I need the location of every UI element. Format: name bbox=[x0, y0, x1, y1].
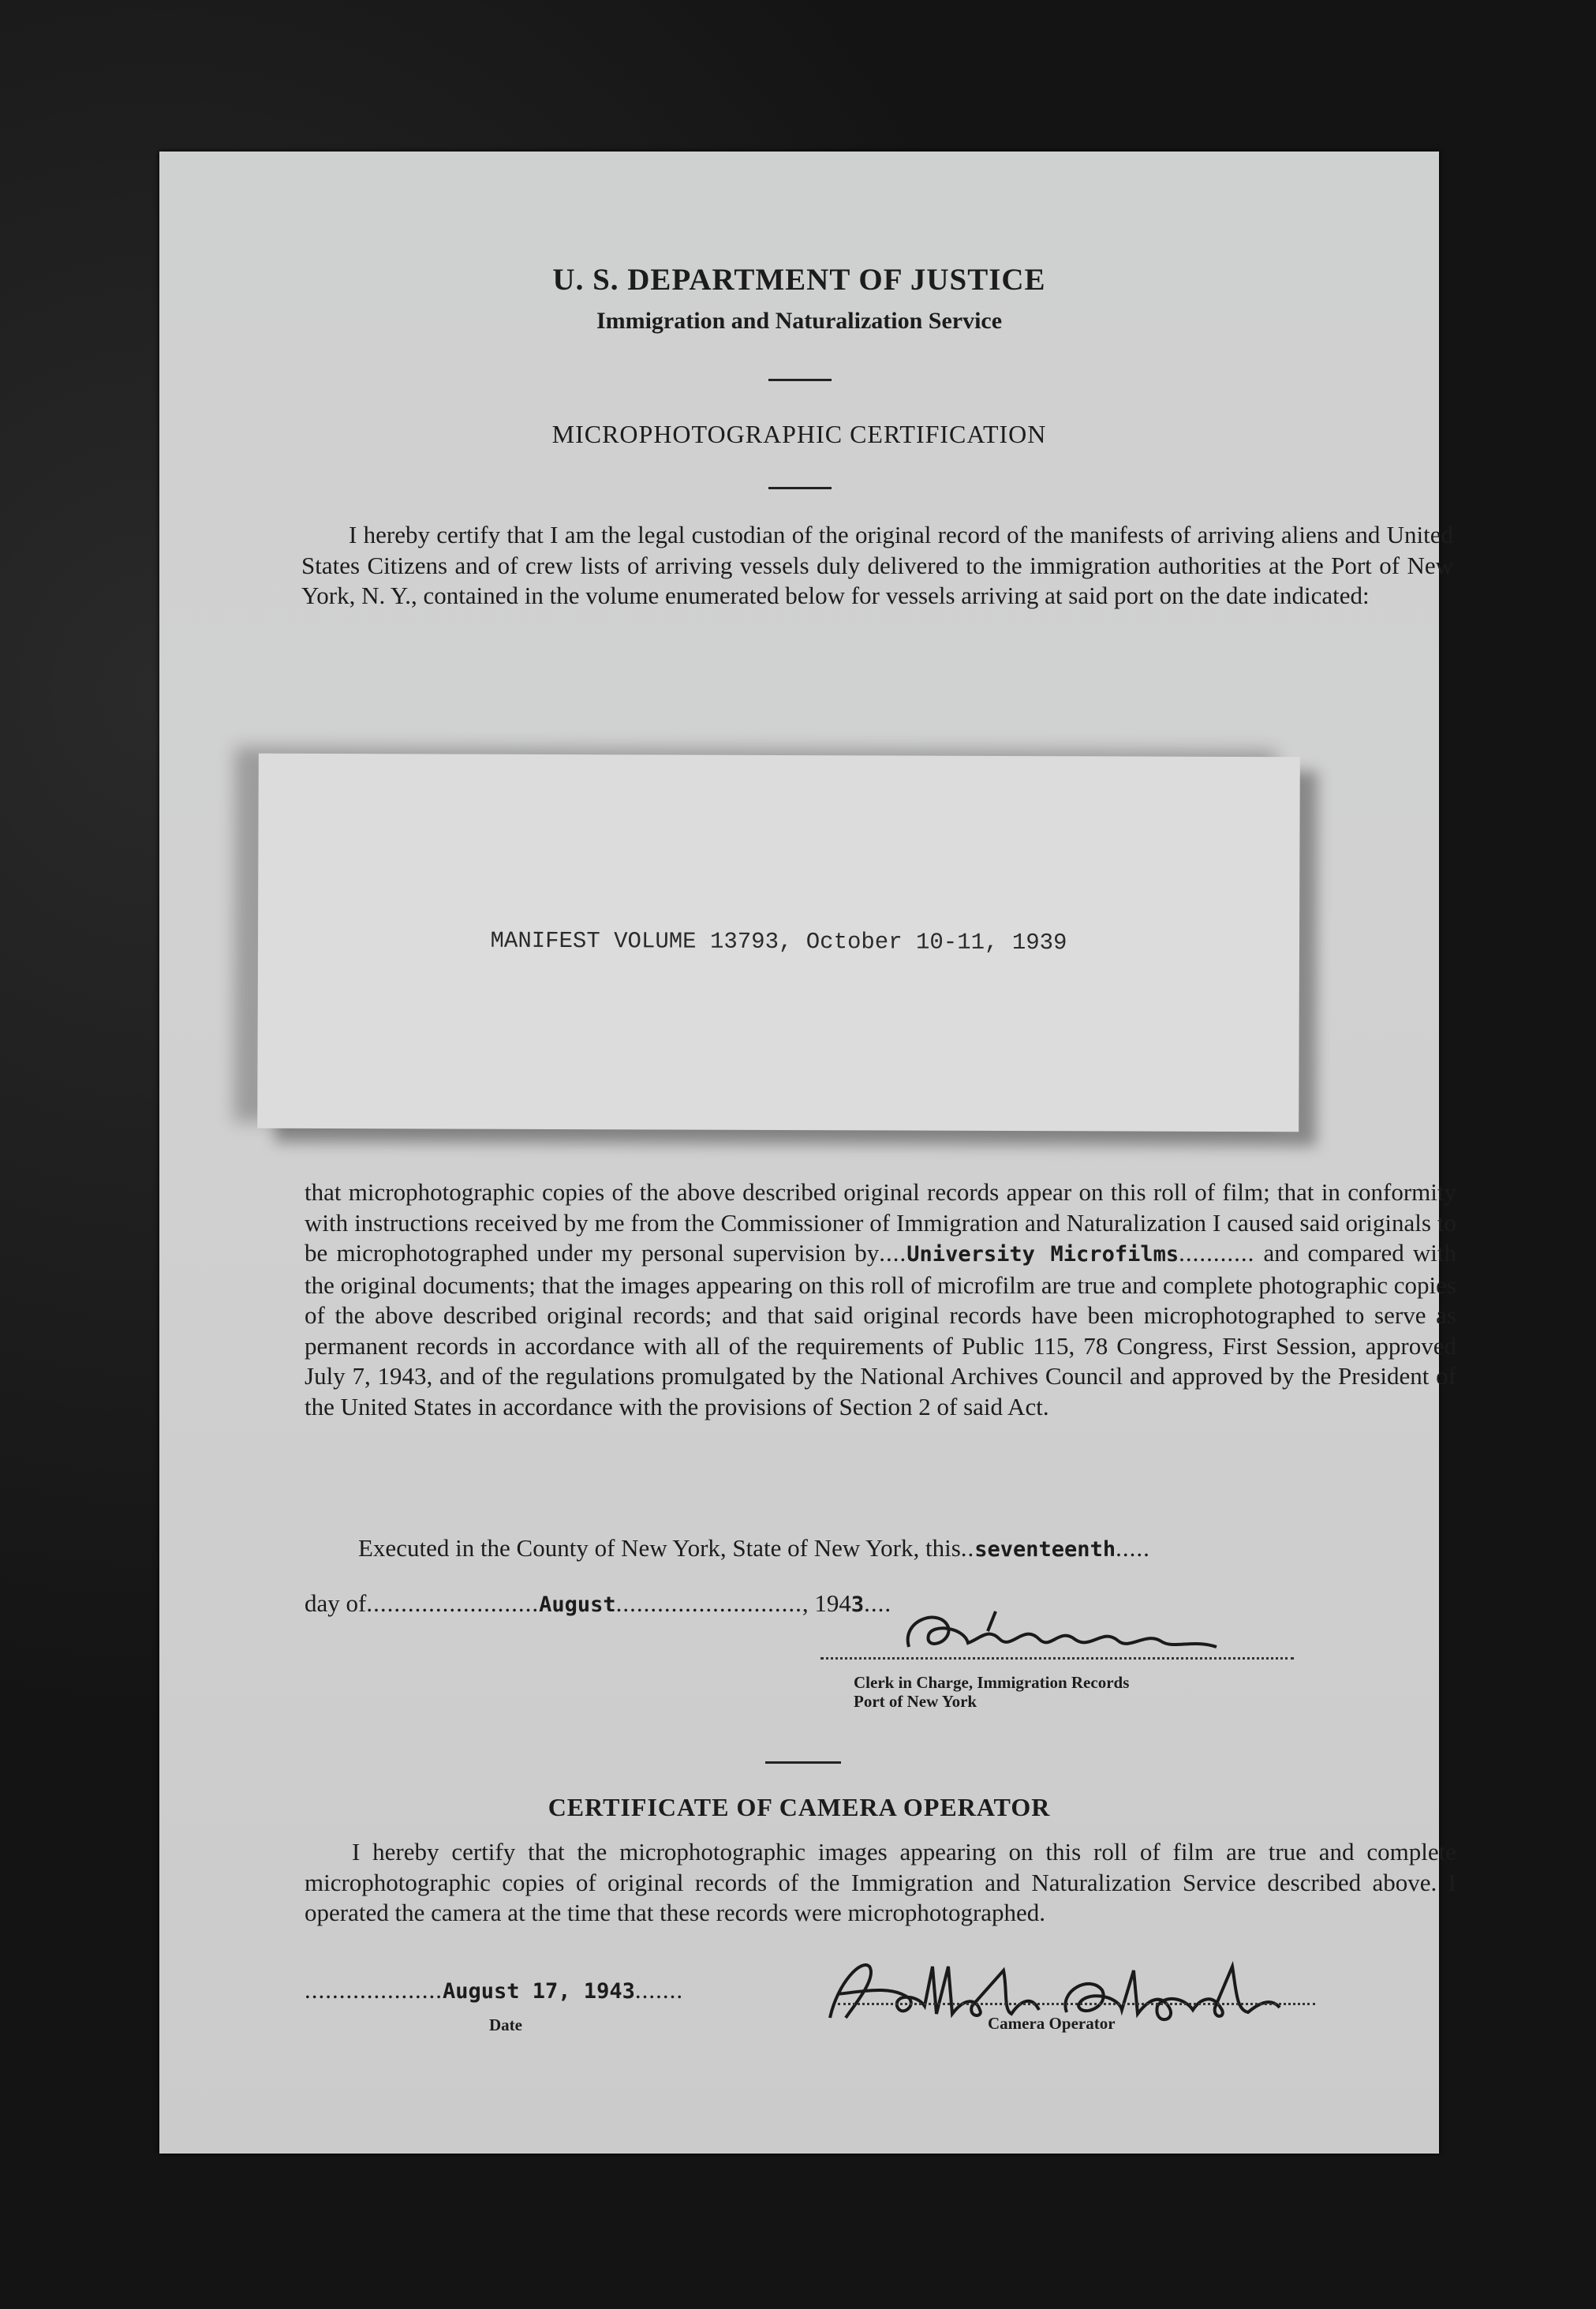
day-of-line: day of.........................August..........................., 1943.... bbox=[305, 1589, 892, 1617]
year-digit: 3 bbox=[850, 1592, 865, 1617]
divider-3 bbox=[765, 1761, 841, 1764]
date-label: Date bbox=[489, 2015, 522, 2034]
camera-operator-label: Camera Operator bbox=[988, 2014, 1116, 2033]
operator-date-line: ....................August 17, 1943....... bbox=[305, 1976, 684, 2004]
supervisor-name: University Microfilms bbox=[906, 1242, 1179, 1267]
intro-paragraph: I hereby certify that I am the legal custodian of the original record of the manifests of arriving aliens and United States Citizens and of crew lists of arriving vessels duly delivered to the immigration authorities at the Port of New York, N. Y., contained in the volume enumerated below for vessels arriving at said port on the date indicated: bbox=[301, 521, 1453, 609]
execution-day: seventeenth bbox=[974, 1537, 1116, 1562]
clerk-title-line-1: Clerk in Charge, Immigration Records bbox=[854, 1673, 1130, 1692]
execution-prefix: Executed in the County of New York, State of New York, this bbox=[358, 1534, 961, 1562]
operator-date-value: August 17, 1943 bbox=[443, 1979, 635, 2004]
clerk-title-line-2: Port of New York bbox=[854, 1692, 977, 1711]
camera-certificate-heading: CERTIFICATE OF CAMERA OPERATOR bbox=[548, 1793, 1051, 1821]
form-title: MICROPHOTOGRAPHIC CERTIFICATION bbox=[551, 420, 1047, 448]
day-of-label: day of bbox=[305, 1589, 367, 1617]
divider-2 bbox=[768, 487, 832, 489]
manifest-volume-text: MANIFEST VOLUME 13793, October 10-11, 1939 bbox=[490, 927, 1067, 956]
certificate-page bbox=[159, 152, 1457, 2154]
certification-body: that microphotographic copies of the above described original records appear on this roll of film; that in conformity with instructions received by me from the Commissioner of Immigration and Naturalization I caused said originals to be microphotographed under my personal supervision by....University Microfilms........... and compared with the original documents; that the images appearing on this roll of microfilm are true and complete photographic copies of the above described original records; and that said original records have been microphotographed to serve as permanent records in accordance with all of the requirements of Public 115, 78 Congress, First Session, approved July 7, 1943, and of the regulations promulgated by the National Archives Council and approved by the President of the United States in accordance with the provisions of Section 2 of said Act. bbox=[305, 1178, 1457, 1420]
operator-signature-line bbox=[838, 2003, 1315, 2005]
department-heading: U. S. DEPARTMENT OF JUSTICE bbox=[552, 263, 1046, 297]
body-part-2: and compared with the original documents; that the images appearing on this roll of microfilm are true and complete photographic copies of the above described original records; and that said original records have been microphotographed to serve as permanent records in accordance with all of the requirements of Public 115, 78 Congress, First Session, approved July 7, 1943, and of the regulations promulgated by the National Archives Council and approved by the President of the United States in accordance with the provisions of Section 2 of said Act. bbox=[305, 1239, 1457, 1420]
body-part-1: that microphotographic copies of the above described original records appear on this roll of film; that in conformity with instructions received by me from the Commissioner of Immigration and Naturalization I caused said originals to be microphotographed under my personal supervision by bbox=[305, 1178, 1456, 1267]
execution-line: Executed in the County of New York, State of New York, this..seventeenth..... bbox=[358, 1534, 1150, 1562]
execution-month: August bbox=[539, 1592, 616, 1617]
divider-1 bbox=[768, 379, 832, 381]
camera-certificate-text: I hereby certify that the microphotographic images appearing on this roll of film are true and complete microphotographic copies of original records of the Immigration and Naturalization Service described above. I operated the camera at the time that these records were microphotographed. bbox=[305, 1838, 1456, 1926]
clerk-signature-line bbox=[820, 1657, 1294, 1660]
clerk-title bbox=[854, 1673, 1129, 1711]
year-prefix: , 194 bbox=[802, 1589, 851, 1617]
manifest-volume-slip bbox=[257, 754, 1300, 1132]
service-heading: Immigration and Naturalization Service bbox=[596, 308, 1003, 334]
